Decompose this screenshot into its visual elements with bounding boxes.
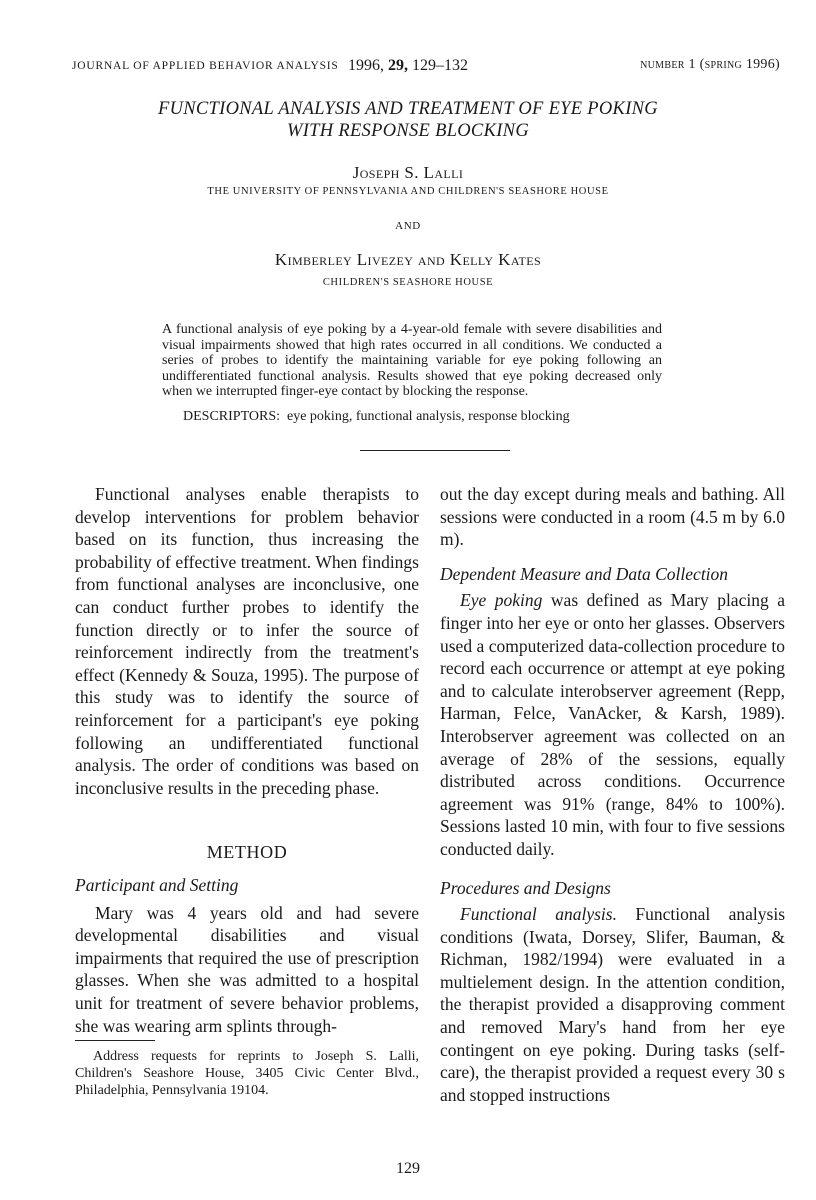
dependent-heading: Dependent Measure and Data Collection [440, 563, 729, 584]
abstract [162, 322, 662, 400]
intro-paragraph: Functional analyses enable therapists to develop interventions for problem behavior based on its function, thus increasing the probability of effective treatment. When findings from functional analyses are inconclusive, one can conduct further probes to identify the function directly or to infer the source of reinforcement indirectly from the treatment's effect (Kennedy & Souza, 1995). The purpose of this study was to identify the source of reinforcement for a participant's eye poking following an undifferentiated functional analysis. The order of conditions was based on inconclusive results in the preceding phase. [75, 484, 419, 798]
and-separator: AND [395, 220, 421, 232]
participant-paragraph: Mary was 4 years old and had severe developmental disabilities and visual impairments that required the use of prescription glasses. When she was admitted to a hospital unit for treatment of severe behavior problems, she was wearing arm splints through- [75, 902, 419, 1036]
article-title [0, 98, 816, 142]
citation-volume: 29, [388, 57, 408, 74]
descriptors [162, 409, 682, 425]
footnote [75, 1048, 419, 1099]
citation-pages: 129–132 [412, 57, 468, 74]
issue-season-year: 1996) [745, 57, 780, 72]
footnote-text: Address requests for reprints to Joseph S. Lalli, Children's Seashore House, 3405 Civic Center Blvd., Philadelphia, Pennsylvania 19104. [75, 1049, 419, 1098]
footnote-rule [75, 1040, 155, 1041]
affiliation-1: THE UNIVERSITY OF PENNSYLVANIA AND CHILDREN'S SEASHORE HOUSE [207, 186, 609, 197]
method-heading: METHOD [206, 842, 288, 862]
affiliation-2: CHILDREN'S SEASHORE HOUSE [322, 277, 494, 288]
author-1: Joseph S. Lalli [352, 163, 464, 182]
dependent-paragraph [440, 589, 785, 860]
functional-analysis-term: Functional analysis. [460, 904, 617, 925]
dependent-text: was defined as Mary placing a finger into her eye or onto her glasses. Observers used a computerized data-collection procedure to record each occurrence or attempt at eye poking and to calculate interobserver agreement (Repp, Harman, Felce, VanAcker, & Karsh, 1989). Interobserver agreement was collected on an average of 28% of the sessions, equally distributed across conditions. Occurrence agreement was 91% (range, 84% to 100%). Sessions lasted 10 min, with four to five sessions conducted daily. [440, 590, 786, 859]
setting-continuation: out the day except during meals and bathing. All sessions were conducted in a room (4.5 m by 6.0 m). [440, 484, 785, 550]
title-line-1: FUNCTIONAL ANALYSIS AND TREATMENT OF EYE POKING [158, 99, 658, 119]
journal-name: JOURNAL OF APPLIED BEHAVIOR ANALYSIS [72, 60, 339, 72]
issue-info [640, 57, 780, 73]
abstract-divider [360, 450, 510, 451]
issue-number: 1 [688, 57, 696, 72]
abstract-text: A functional analysis of eye poking by a 4-year-old female with severe disabilities and visual impairments showed that high rates occurred in all conditions. We conducted a series of probes to identify the maintaining variable for eye poking following an undifferentiated functional analysis. Results showed that eye poking decreased only when we interrupted finger-eye contact by blocking the response. [162, 322, 662, 399]
participant-heading: Participant and Setting [75, 875, 239, 895]
issue-season: (spring [699, 57, 743, 72]
citation-year: 1996, [348, 57, 384, 74]
descriptors-text: eye poking, functional analysis, response blocking [287, 409, 570, 424]
right-column [440, 483, 785, 1106]
participant-section [75, 874, 419, 1037]
page-number: 129 [396, 1160, 420, 1177]
eye-poking-term: Eye poking [460, 590, 543, 611]
left-column [75, 483, 419, 799]
issue-number-label: number [640, 57, 685, 72]
procedures-text: Functional analysis conditions (Iwata, Dorsey, Slifer, Bauman, & Richman, 1982/1994) were evaluated in a multielement design. In the attention condition, the therapist provided a disapproving comment and removed Mary's hand from her eye contingent on eye poking. During tasks (self-care), the therapist provided a request every 30 s and stopped instructions [440, 904, 786, 1105]
procedures-paragraph [440, 903, 785, 1106]
title-line-2: WITH RESPONSE BLOCKING [287, 121, 529, 141]
procedures-heading: Procedures and Designs [440, 877, 611, 898]
author-2: Kimberley Livezey and Kelly Kates [274, 250, 542, 269]
descriptors-label: DESCRIPTORS: [183, 409, 280, 424]
